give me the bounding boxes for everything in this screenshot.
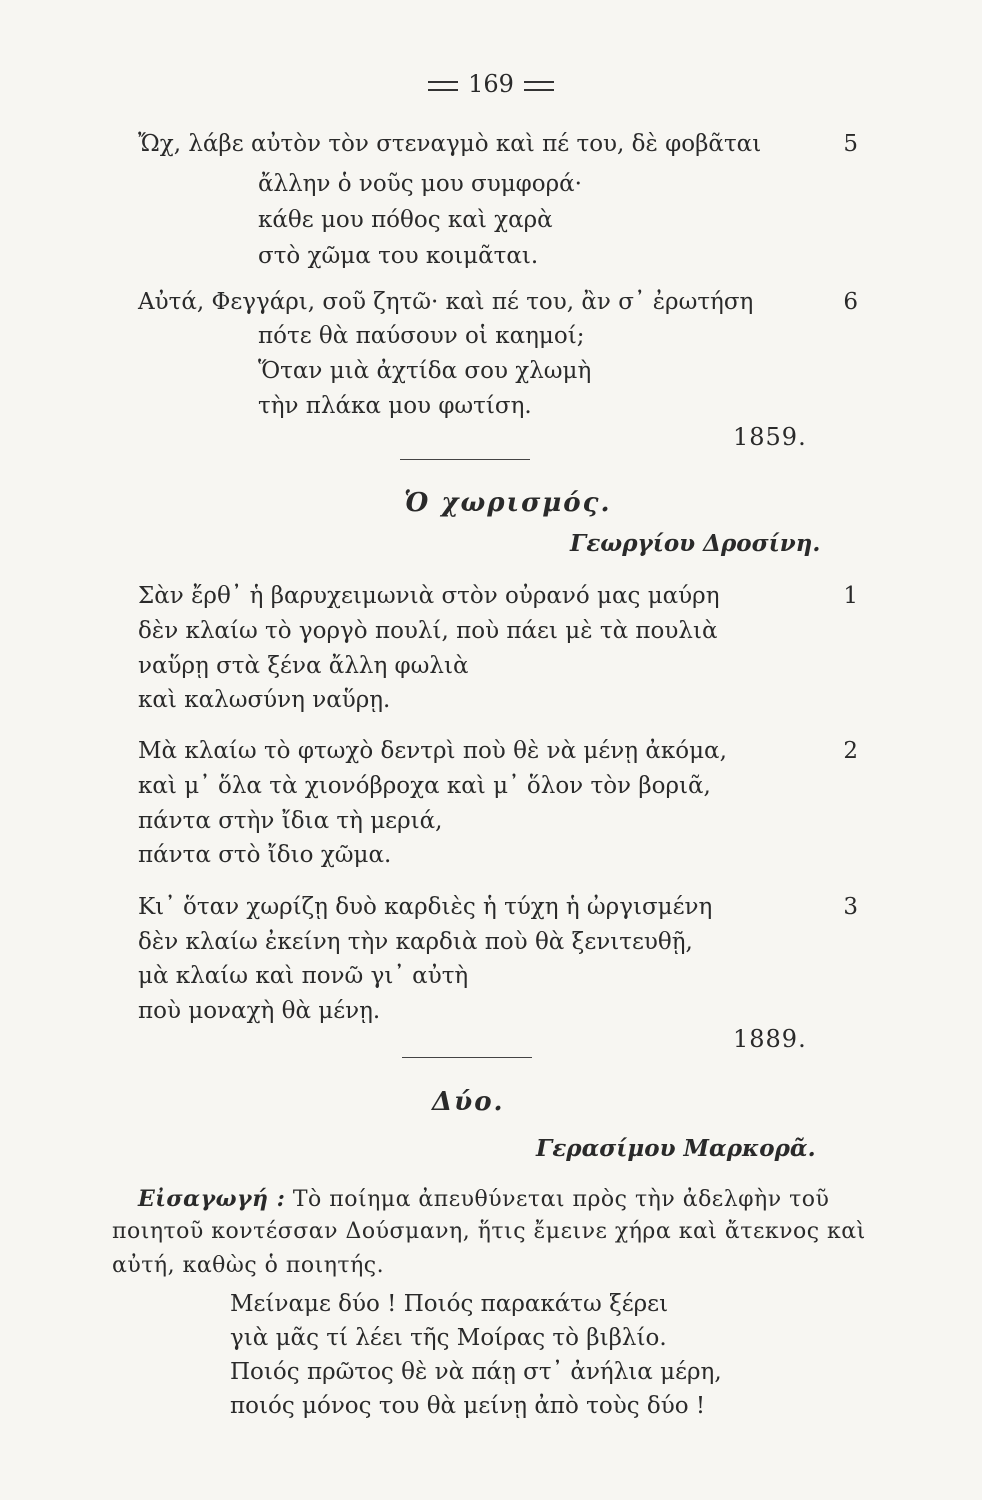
poem-line: καὶ καλωσύνη ναὕρῃ. — [138, 687, 391, 713]
page-number: 169 — [0, 70, 982, 98]
poem-line: Αὐτά, Φεγγάρι, σοῦ ζητῶ· καὶ πέ του, ἂν σ᾿ ἐρωτήση — [138, 289, 754, 315]
poem-author: Γερασίμου Μαρκορᾶ. — [536, 1135, 816, 1162]
poem-author: Γεωργίου Δροσίνη. — [570, 530, 821, 557]
poem-title: Ὁ χωρισμός. — [404, 488, 612, 518]
poem-line: στὸ χῶμα του κοιμᾶται. — [258, 243, 539, 269]
poem-line: Ποιός πρῶτος θὲ νὰ πάῃ στ᾿ ἀνήλια μέρη, — [230, 1359, 722, 1385]
page-number-ornament-left — [428, 81, 458, 91]
section-divider — [400, 459, 530, 460]
poem-line: πάντα στὴν ἴδια τὴ μεριά, — [138, 808, 443, 834]
intro-line — [138, 1185, 829, 1214]
intro-text: Τὸ ποίημα ἀπευθύνεται πρὸς τὴν ἀδελφὴν τοῦ — [292, 1187, 830, 1212]
poem-line: ποιός μόνος του θὰ μείνῃ ἀπὸ τοὺς δύο ! — [230, 1393, 706, 1419]
poem-line: ἄλλην ὁ νοῦς μου συμφορά· — [258, 171, 582, 197]
intro-label: Εἰσαγωγή : — [138, 1186, 286, 1212]
poem-line: Μείναμε δύο ! Ποιός παρακάτω ξέρει — [230, 1291, 669, 1317]
poem-line: τὴν πλάκα μου φωτίση. — [258, 393, 532, 419]
section-divider — [402, 1057, 532, 1058]
poem-title: Δύο. — [432, 1087, 505, 1117]
poem-line: γιὰ μᾶς τί λέει τῆς Μοίρας τὸ βιβλίο. — [230, 1325, 667, 1351]
poem-line: ναὕρῃ στὰ ξένα ἄλλη φωλιὰ — [138, 653, 469, 679]
poem-year: 1889. — [733, 1025, 807, 1053]
poem-line: Ὤχ, λάβε αὐτὸν τὸν στεναγμὸ καὶ πέ του, δὲ φοβᾶται — [138, 131, 762, 157]
poem-line: πότε θὰ παύσουν οἱ καημοί; — [258, 323, 585, 349]
stanza-number: 2 — [843, 738, 858, 764]
poem-line: κάθε μου πόθος καὶ χαρὰ — [258, 207, 553, 233]
poem-line: πάντα στὸ ἴδιο χῶμα. — [138, 842, 392, 868]
stanza-number: 6 — [843, 289, 858, 315]
poem-line: μὰ κλαίω καὶ πονῶ γι᾿ αὐτὴ — [138, 963, 469, 989]
poem-line: Μὰ κλαίω τὸ φτωχὸ δεντρὶ ποὺ θὲ νὰ μένῃ ἀκόμα, — [138, 738, 727, 764]
poem-line: Ὅταν μιὰ ἀχτίδα σου χλωμὴ — [258, 358, 592, 384]
poem-line: ποὺ μοναχὴ θὰ μένῃ. — [138, 998, 381, 1024]
poem-line: Σὰν ἔρθ᾿ ἡ βαρυχειμωνιὰ στὸν οὐρανό μας μαύρη — [138, 583, 720, 609]
stanza-number: 1 — [843, 583, 858, 609]
poem-line: δὲν κλαίω τὸ γοργὸ πουλί, ποὺ πάει μὲ τὰ πουλιὰ — [138, 618, 718, 644]
poem-year: 1859. — [733, 423, 807, 451]
intro-line: ποιητοῦ κοντέσσαν Δούσμανη, ἥτις ἔμεινε χήρα καὶ ἄτεκνος καὶ — [112, 1219, 866, 1244]
poem-line: Κι᾿ ὅταν χωρίζῃ δυὸ καρδιὲς ἡ τύχη ἡ ὠργισμένη — [138, 894, 713, 920]
stanza-number: 5 — [843, 131, 858, 157]
poem-line: δὲν κλαίω ἐκείνη τὴν καρδιὰ ποὺ θὰ ξενιτευθῇ, — [138, 929, 693, 955]
poem-line: καὶ μ᾿ ὅλα τὰ χιονόβροχα καὶ μ᾿ ὅλον τὸν βοριᾶ, — [138, 773, 711, 799]
intro-line: αὐτή, καθὼς ὁ ποιητής. — [112, 1253, 385, 1278]
stanza-number: 3 — [843, 894, 858, 920]
page-number-ornament-right — [524, 81, 554, 91]
